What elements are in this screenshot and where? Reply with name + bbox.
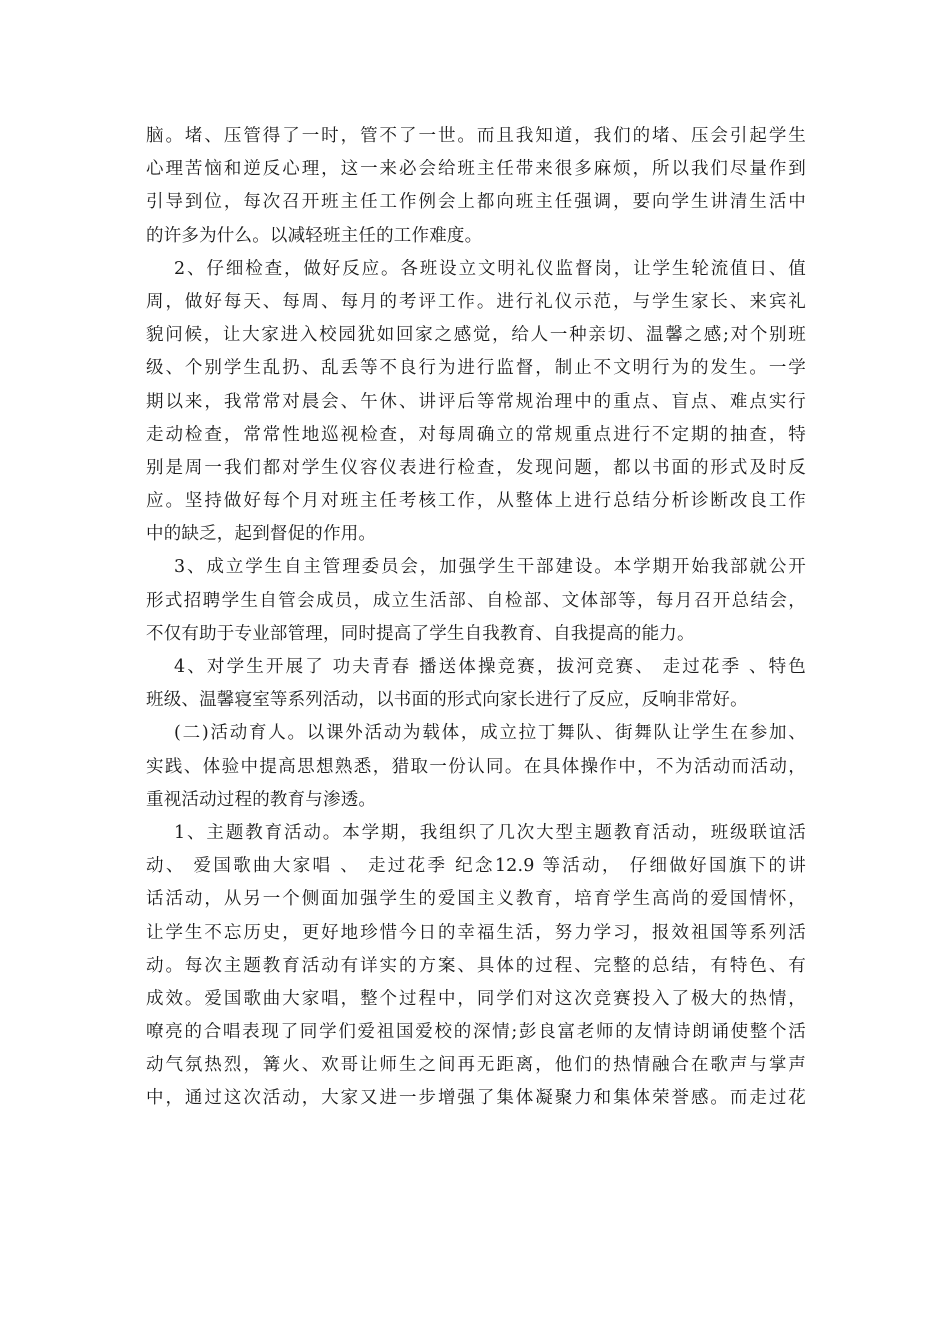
text-line: 的许多为什么。以减轻班主任的工作难度。 xyxy=(146,225,483,246)
text-line: (二)活动育人。以课外活动为载体，成立拉丁舞队、街舞队让学生在参加、 xyxy=(174,723,806,744)
text-line: 中，通过这次活动，大家又进一步增强了集体凝聚力和集体荣誉感。而走过花 xyxy=(146,1088,806,1109)
text-line: 应。坚持做好每个月对班主任考核工作，从整体上进行总结分析诊断改良工作 xyxy=(146,491,806,512)
body-text xyxy=(146,120,806,1116)
text-line: 形式招聘学生自管会成员，成立生活部、自检部、文体部等，每月召开总结会， xyxy=(146,590,806,611)
text-line: 级、个别学生乱扔、乱丢等不良行为进行监督，制止不文明行为的发生。一学 xyxy=(146,358,806,379)
text-line: 动气氛热烈，篝火、欢哥让师生之间再无距离，他们的热情融合在歌声与掌声 xyxy=(146,1055,806,1076)
text-line: 话活动，从另一个侧面加强学生的爱国主义教育，培育学生高尚的爱国情怀， xyxy=(146,889,806,910)
text-line: 引导到位，每次召开班主任工作例会上都向班主任强调，要向学生讲清生活中 xyxy=(146,192,806,213)
text-line: 动。每次主题教育活动有详实的方案、具体的过程、完整的总结，有特色、有 xyxy=(146,955,806,976)
text-line: 成效。爱国歌曲大家唱，整个过程中，同学们对这次竞赛投入了极大的热情， xyxy=(146,988,806,1009)
text-line: 不仅有助于专业部管理，同时提高了学生自我教育、自我提高的能力。 xyxy=(146,623,695,644)
text-line: 4、对学生开展了 功夫青春 播送体操竞赛，拔河竞赛、 走过花季 、特色 xyxy=(174,657,806,677)
text-line: 中的缺乏，起到督促的作用。 xyxy=(146,524,377,545)
text-line: 让学生不忘历史，更好地珍惜今日的幸福生活，努力学习，报效祖国等系列活 xyxy=(146,922,806,943)
text-line: 3、成立学生自主管理委员会，加强学生干部建设。本学期开始我部就公开 xyxy=(174,557,806,578)
text-line: 动、 爱国歌曲大家唱 、 走过花季 纪念12.9 等活动， 仔细做好国旗下的讲 xyxy=(146,856,806,877)
text-line: 2、仔细检查，做好反应。各班设立文明礼仪监督岗，让学生轮流值日、值 xyxy=(174,258,806,279)
text-line: 实践、体验中提高思想熟悉，猎取一份认同。在具体操作中，不为活动而活动， xyxy=(146,756,806,777)
text-line: 重视活动过程的教育与渗透。 xyxy=(146,789,377,810)
text-line: 别是周一我们都对学生仪容仪表进行检查，发现问题，都以书面的形式及时反 xyxy=(146,457,806,478)
text-line: 班级、温馨寝室等系列活动，以书面的形式向家长进行了反应，反响非常好。 xyxy=(146,690,748,711)
text-line: 1、主题教育活动。本学期，我组织了几次大型主题教育活动，班级联谊活 xyxy=(174,822,806,843)
text-line: 期以来，我常常对晨会、午休、讲评后等常规治理中的重点、盲点、难点实行 xyxy=(146,391,806,412)
text-line: 嘹亮的合唱表现了同学们爱祖国爱校的深情;彭良富老师的友情诗朗诵使整个活 xyxy=(146,1022,806,1043)
text-line: 走动检查，常常性地巡视检查，对每周确立的常规重点进行不定期的抽查，特 xyxy=(146,424,806,445)
text-line: 周，做好每天、每周、每月的考评工作。进行礼仪示范，与学生家长、来宾礼 xyxy=(146,291,806,312)
text-line: 脑。堵、压管得了一时，管不了一世。而且我知道，我们的堵、压会引起学生 xyxy=(146,126,806,146)
text-line: 貌问候，让大家进入校园犹如回家之感觉，给人一种亲切、温馨之感;对个别班 xyxy=(146,325,806,346)
text-line: 心理苦恼和逆反心理，这一来必会给班主任带来很多麻烦，所以我们尽量作到 xyxy=(146,159,806,180)
